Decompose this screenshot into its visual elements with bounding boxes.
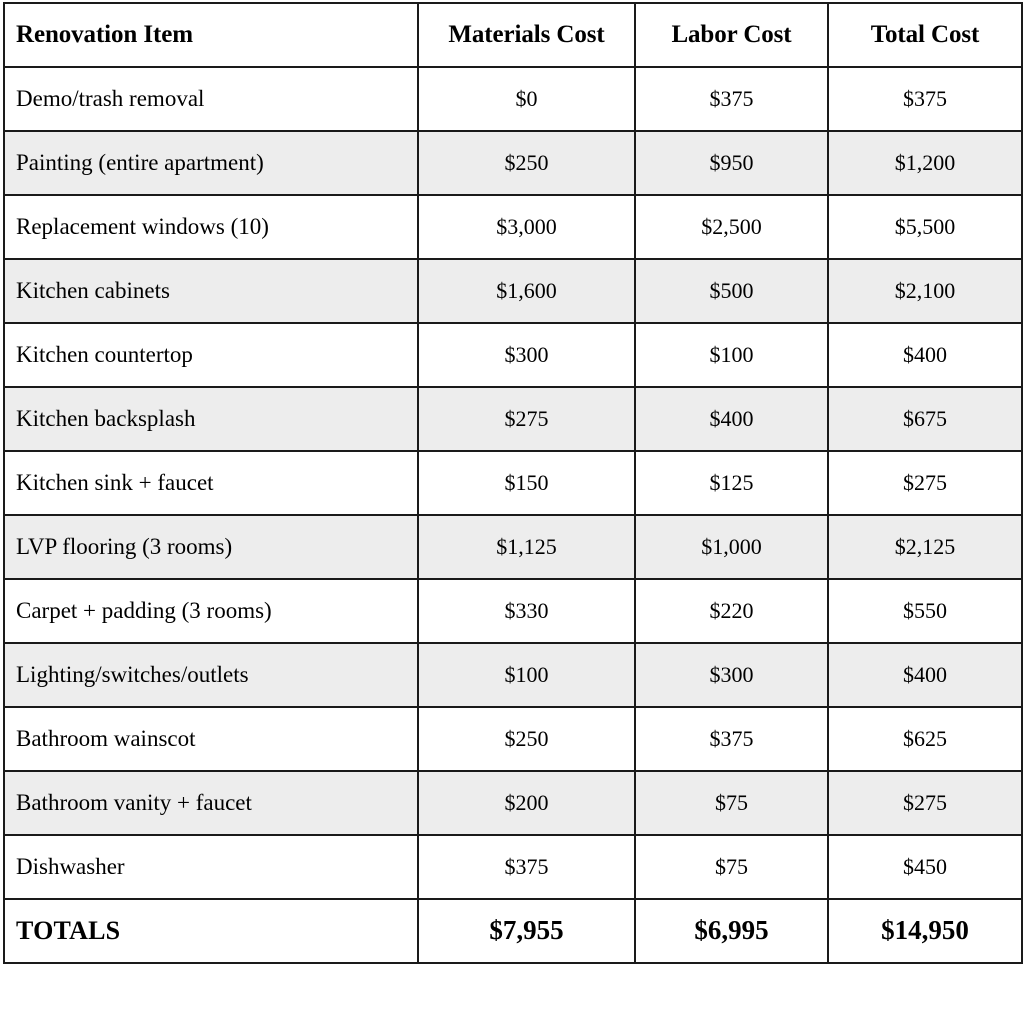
cell-renovation-item: Kitchen countertop [4,323,418,387]
table-body [4,67,1022,963]
cell-totals-total: $14,950 [828,899,1022,963]
table-row [4,515,1022,579]
cell-total-cost: $625 [828,707,1022,771]
table-row [4,67,1022,131]
cell-total-cost: $675 [828,387,1022,451]
cell-renovation-item: Kitchen backsplash [4,387,418,451]
table-row [4,387,1022,451]
cell-labor-cost: $500 [635,259,828,323]
column-header-total-cost: Total Cost [828,3,1022,67]
cell-renovation-item: Replacement windows (10) [4,195,418,259]
table-row [4,707,1022,771]
cell-total-cost: $400 [828,323,1022,387]
cell-renovation-item: Lighting/switches/outlets [4,643,418,707]
cell-materials-cost: $375 [418,835,635,899]
table-header [4,3,1022,67]
cell-total-cost: $275 [828,451,1022,515]
cell-labor-cost: $400 [635,387,828,451]
cell-labor-cost: $300 [635,643,828,707]
cell-labor-cost: $950 [635,131,828,195]
cell-labor-cost: $220 [635,579,828,643]
cell-labor-cost: $375 [635,67,828,131]
cell-materials-cost: $250 [418,131,635,195]
column-header-materials-cost: Materials Cost [418,3,635,67]
table-row [4,771,1022,835]
renovation-cost-table [3,2,1023,964]
column-header-renovation-item: Renovation Item [4,3,418,67]
cell-total-cost: $400 [828,643,1022,707]
cell-labor-cost: $375 [635,707,828,771]
cell-labor-cost: $100 [635,323,828,387]
cell-labor-cost: $125 [635,451,828,515]
cell-renovation-item: Bathroom vanity + faucet [4,771,418,835]
table-row [4,835,1022,899]
cell-total-cost: $2,125 [828,515,1022,579]
cell-totals-materials: $7,955 [418,899,635,963]
cell-total-cost: $5,500 [828,195,1022,259]
cell-labor-cost: $2,500 [635,195,828,259]
cell-renovation-item: Carpet + padding (3 rooms) [4,579,418,643]
cell-materials-cost: $100 [418,643,635,707]
cell-materials-cost: $0 [418,67,635,131]
cell-totals-label: TOTALS [4,899,418,963]
cell-renovation-item: Kitchen sink + faucet [4,451,418,515]
cell-materials-cost: $150 [418,451,635,515]
cell-labor-cost: $1,000 [635,515,828,579]
cell-total-cost: $550 [828,579,1022,643]
cell-materials-cost: $300 [418,323,635,387]
cell-total-cost: $1,200 [828,131,1022,195]
cell-materials-cost: $1,600 [418,259,635,323]
cell-renovation-item: Kitchen cabinets [4,259,418,323]
cell-total-cost: $2,100 [828,259,1022,323]
cell-materials-cost: $250 [418,707,635,771]
cell-materials-cost: $3,000 [418,195,635,259]
table-totals-row [4,899,1022,963]
table-row [4,579,1022,643]
cell-totals-labor: $6,995 [635,899,828,963]
cell-labor-cost: $75 [635,835,828,899]
cell-labor-cost: $75 [635,771,828,835]
cell-materials-cost: $200 [418,771,635,835]
cell-total-cost: $375 [828,67,1022,131]
cell-renovation-item: Dishwasher [4,835,418,899]
cell-total-cost: $275 [828,771,1022,835]
table-row [4,451,1022,515]
column-header-labor-cost: Labor Cost [635,3,828,67]
cell-total-cost: $450 [828,835,1022,899]
cell-materials-cost: $1,125 [418,515,635,579]
cell-renovation-item: LVP flooring (3 rooms) [4,515,418,579]
cell-renovation-item: Demo/trash removal [4,67,418,131]
table-row [4,195,1022,259]
table-row [4,643,1022,707]
table-header-row [4,3,1022,67]
table-row [4,259,1022,323]
cell-renovation-item: Bathroom wainscot [4,707,418,771]
table-row [4,131,1022,195]
cell-materials-cost: $275 [418,387,635,451]
cell-materials-cost: $330 [418,579,635,643]
table-row [4,323,1022,387]
cell-renovation-item: Painting (entire apartment) [4,131,418,195]
